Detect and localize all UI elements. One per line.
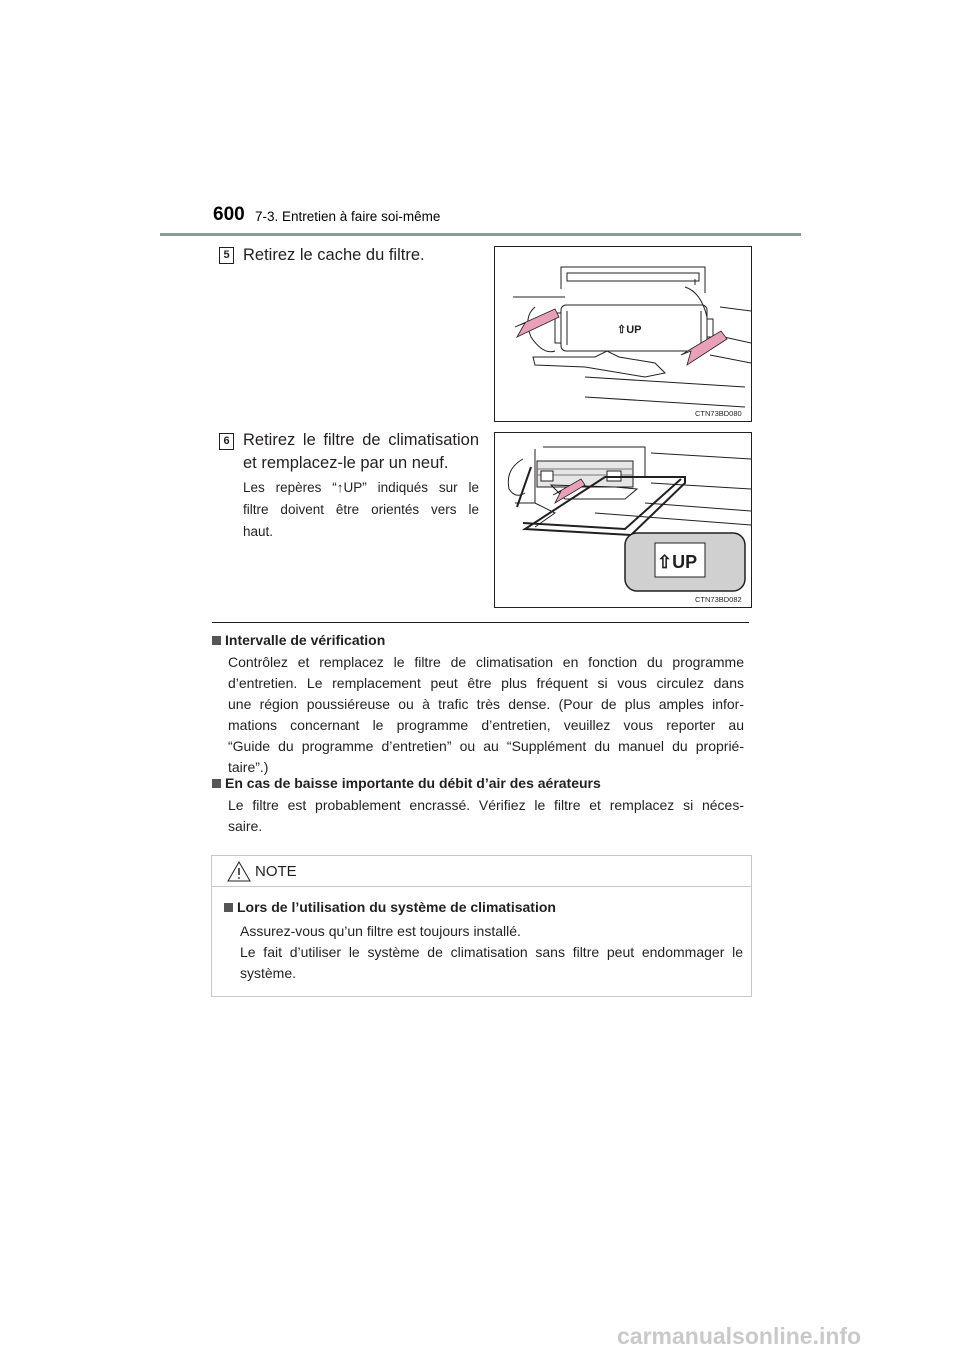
filter-cover-illustration bbox=[495, 247, 751, 421]
square-bullet-icon bbox=[212, 636, 221, 645]
watermark: carmanualsonline.info bbox=[617, 1323, 862, 1349]
step-6-title-line2: et remplacez-le par un neuf. bbox=[243, 454, 449, 472]
note-body: Assurez-vous qu’un filtre est toujours installé. Le fait d’utiliser le système de climatisation sans filtre peut endommager le système. bbox=[240, 923, 743, 981]
up-label: ⇧UP bbox=[617, 324, 642, 336]
note-title: NOTE bbox=[255, 863, 297, 880]
warning-triangle-icon bbox=[227, 861, 251, 882]
square-bullet-icon bbox=[212, 779, 221, 788]
up-arrow-icon: ↑ bbox=[336, 480, 344, 495]
square-bullet-icon bbox=[224, 903, 233, 912]
step-6-badge: 6 bbox=[219, 433, 234, 450]
filter-replace-illustration bbox=[495, 433, 751, 607]
figure-code: CTN73BD080 bbox=[695, 409, 742, 418]
page-number: 600 bbox=[213, 204, 245, 225]
figure-remove-filter-cover bbox=[494, 246, 752, 422]
note-heading: Lors de l’utilisation du système de climatisation bbox=[224, 899, 556, 915]
step-5-badge: 5 bbox=[219, 247, 234, 264]
section-heading-interval: Intervalle de vérification bbox=[212, 630, 385, 650]
up-label-large: ⇧UP bbox=[657, 552, 698, 572]
step-5-title: Retirez le cache du filtre. bbox=[243, 246, 425, 264]
section-body-interval: Contrôlez et remplacez le filtre de climatisation en fonction du programme d’entretien. Le remplacement peut être plus fréquent si vous circulez dans une région poussiéreuse ou à trafic très dense. (Pour de plus amples infor- mations concernant le programme d’entretien, veuillez vous reporter au “Guide du programme d’entretien” ou au “Supplément du manuel du proprié- taire”.) bbox=[228, 654, 744, 775]
note-header bbox=[212, 856, 751, 887]
section-separator bbox=[212, 622, 749, 623]
note-box bbox=[211, 855, 752, 997]
figure-code: CTN73BD082 bbox=[695, 595, 742, 604]
header-rule bbox=[160, 233, 801, 236]
step-6-note: Les repères “↑UP” indiqués sur le filtre doivent être orientés vers le haut. bbox=[243, 480, 479, 539]
step-6-title-line1: Retirez le filtre de climatisation bbox=[243, 431, 479, 449]
section-heading-airflow: En cas de baisse importante du débit d’air des aérateurs bbox=[212, 773, 601, 793]
section-body-airflow: Le filtre est probablement encrassé. Vérifiez le filtre et remplacez si néces- saire. bbox=[228, 797, 744, 834]
section-title: 7-3. Entretien à faire soi-même bbox=[255, 209, 441, 224]
figure-replace-filter bbox=[494, 432, 752, 608]
